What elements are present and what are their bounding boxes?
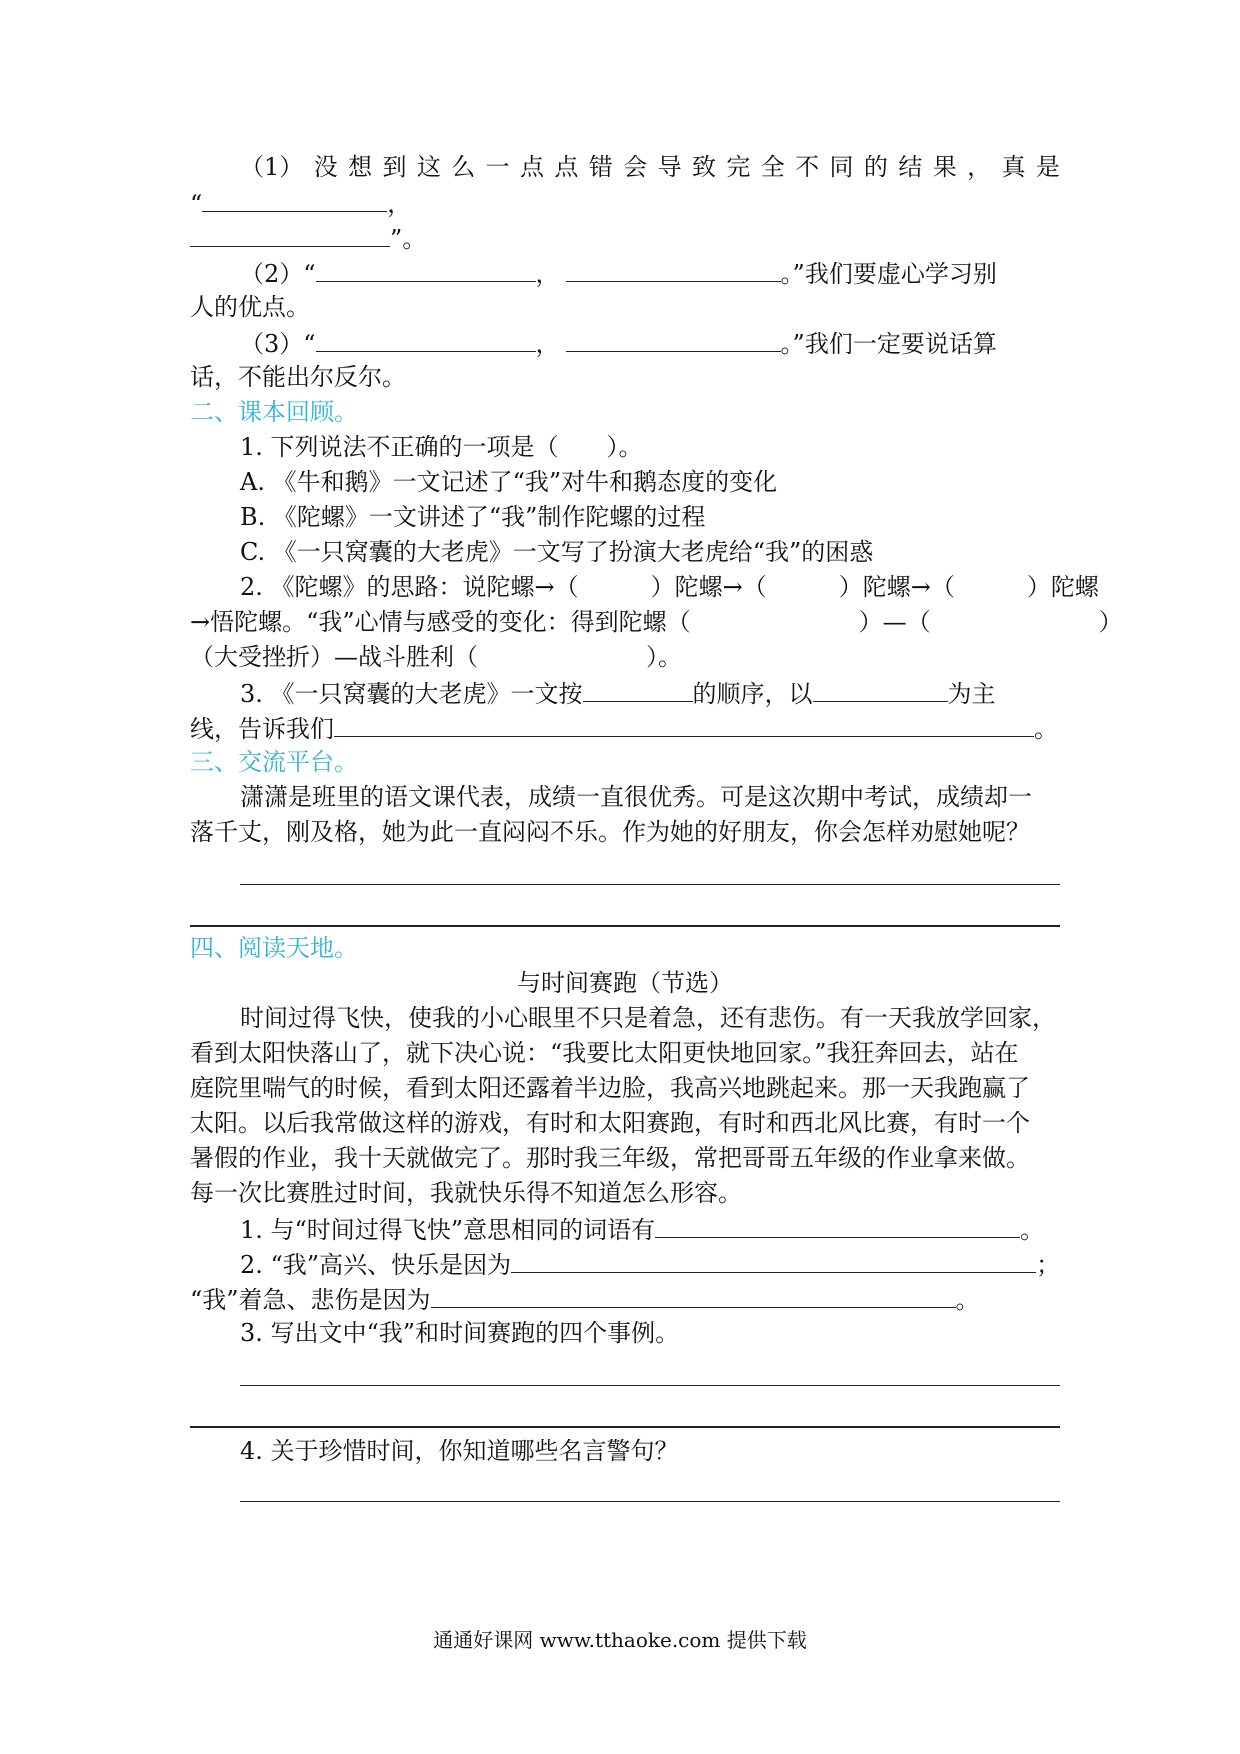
item1-char: 这 [416, 153, 441, 181]
sec2-q2-line3: （大受挫折）—战斗胜利（ ）。 [190, 643, 682, 671]
item1-char: 全 [760, 153, 785, 181]
item1-char: （1） [240, 153, 304, 181]
item3-cont-text: 话，不能出尔反尔。 [190, 363, 406, 391]
answer-line[interactable] [240, 1501, 1060, 1502]
item1-char: 到 [382, 153, 407, 181]
passage-line-6: 每一次比赛胜过时间，我就快乐得不知道怎么形容。 [190, 1179, 742, 1207]
passage-line-1: 时间过得飞快，使我的小心眼里不只是着急，还有悲伤。有一天我放学回家， [240, 1004, 1056, 1032]
item2-cont-text: 人的优点。 [190, 293, 310, 321]
passage-line-2: 看到太阳快落山了，就下决心说：“我要比太阳更快地回家。”我狂奔回去，站在 [190, 1039, 1019, 1067]
q1-item3 [190, 325, 1060, 360]
blank-field[interactable] [583, 675, 693, 702]
period: 。 [1020, 1216, 1045, 1244]
q1-item1-blank-line-2 [190, 220, 1060, 255]
sec4-q2-text: 2. “我”高兴、快乐是因为 [240, 1251, 512, 1279]
blank-field[interactable] [334, 710, 1034, 737]
item1-char: 想 [348, 153, 373, 181]
blank-field[interactable] [813, 675, 948, 702]
worksheet-content [190, 150, 1123, 1502]
passage-line-4: 太阳。以后我常做这样的游戏，有时和太阳赛跑，有时和西北风比赛，有时一个 [190, 1109, 1030, 1137]
blank-field[interactable] [202, 185, 387, 212]
sec2-option-c: C. 《一只窝囊的大老虎》一文写了扮演大老虎给“我”的困惑 [240, 538, 874, 566]
blank-field[interactable] [511, 1246, 1036, 1273]
blank-field[interactable] [316, 255, 536, 282]
comma: ， [535, 330, 560, 358]
q3-text-c: 为主 [947, 680, 996, 708]
item1-char: 完 [726, 153, 751, 181]
q1-item1-line [190, 150, 1060, 185]
blank-field[interactable] [316, 325, 536, 352]
q3-line2-text: 线，告诉我们 [190, 715, 334, 743]
sec4-q2b [190, 1281, 1060, 1316]
passage-line-3: 庭院里喘气的时候，看到太阳还露着半边脸，我高兴地跳起来。那一天我跑赢了 [190, 1074, 1030, 1102]
item1-char: 导 [657, 153, 682, 181]
comma: ， [387, 190, 412, 218]
blank-field[interactable] [431, 1281, 956, 1308]
passage-line-5: 暑假的作业，我十天就做完了。那时我三年级，常把哥哥五年级的作业拿来做。 [190, 1144, 1030, 1172]
item1-char: 结 [898, 153, 923, 181]
item1-char: ， [967, 153, 992, 181]
sec2-q1: 1. 下列说法不正确的一项是（ ）。 [240, 433, 643, 461]
item3-label: （3）“ [240, 330, 316, 358]
comma: ， [535, 260, 560, 288]
sec2-q2-line2: →悟陀螺。“我”心情与感受的变化：得到陀螺（ ）—（ ） [190, 608, 1123, 636]
item1-char: 真 [1001, 153, 1026, 181]
section-3-title: 三、交流平台。 [190, 748, 358, 776]
sec2-option-b: B. 《陀螺》一文讲述了“我”制作陀螺的过程 [240, 503, 706, 531]
item1-char: 果 [932, 153, 957, 181]
sec2-q3 [190, 675, 1060, 710]
sec4-q1-text: 1. 与“时间过得飞快”意思相同的词语有 [240, 1216, 656, 1244]
item1-char: 么 [451, 153, 476, 181]
item2-label: （2）“ [240, 260, 316, 288]
q1-item1-blank-line [190, 185, 1060, 220]
semicolon: ； [1036, 1251, 1061, 1279]
quote-close: ”。 [390, 225, 427, 253]
blank-field[interactable] [566, 325, 781, 352]
sec3-p2: 落千丈，刚及格，她为此一直闷闷不乐。作为她的好朋友，你会怎样劝慰她呢？ [190, 818, 1030, 846]
item1-char: 不 [795, 153, 820, 181]
sec4-q2 [190, 1246, 1060, 1281]
q3-text-b: 的顺序，以 [692, 680, 813, 708]
item1-char: 致 [691, 153, 716, 181]
item1-char: 错 [588, 153, 613, 181]
sec4-q1 [190, 1211, 1060, 1246]
sec4-q4: 4. 关于珍惜时间，你知道哪些名言警句？ [240, 1437, 679, 1465]
section-2-title: 二、课本回顾。 [190, 398, 358, 426]
item3-text: 。”我们一定要说话算 [780, 330, 997, 358]
quote-open: “ [190, 190, 203, 218]
blank-field[interactable] [566, 255, 781, 282]
footer-credit: 通通好课网 www.tthaoke.com 提供下载 [433, 1628, 807, 1652]
item1-char: 同 [829, 153, 854, 181]
q3-text-a: 3. 《一只窝囊的大老虎》一文按 [240, 680, 583, 708]
item2-text: 。”我们要虚心学习别 [780, 260, 997, 288]
sec3-p1: 潇潇是班里的语文课代表，成绩一直很优秀。可是这次期中考试，成绩却一 [240, 783, 1032, 811]
item1-char: 会 [623, 153, 648, 181]
sec2-option-a: A. 《牛和鹅》一文记述了“我”对牛和鹅态度的变化 [240, 468, 778, 496]
passage-title: 与时间赛跑（节选） [517, 969, 733, 997]
sec4-q3: 3. 写出文中“我”和时间赛跑的四个事例。 [240, 1319, 680, 1347]
q1-item3-cont [190, 360, 1060, 395]
section-4-title: 四、阅读天地。 [190, 934, 358, 962]
q1-item2 [190, 255, 1060, 290]
item1-char: 是 [1035, 153, 1060, 181]
item1-char: 一 [485, 153, 510, 181]
sec2-q3-line2 [190, 710, 1060, 745]
blank-field[interactable] [190, 220, 390, 247]
blank-field[interactable] [655, 1211, 1020, 1238]
item1-char: 的 [863, 153, 888, 181]
item1-char: 没 [313, 153, 338, 181]
item1-char: 点 [554, 153, 579, 181]
item1-char: 点 [520, 153, 545, 181]
period: 。 [1034, 715, 1058, 743]
sec2-q2-line1: 2. 《陀螺》的思路：说陀螺→（ ）陀螺→（ ）陀螺→（ ）陀螺 [240, 573, 1099, 601]
sec4-q2b-text: “我”着急、悲伤是因为 [190, 1286, 431, 1314]
q1-item2-cont [190, 290, 1060, 325]
period: 。 [955, 1286, 980, 1314]
